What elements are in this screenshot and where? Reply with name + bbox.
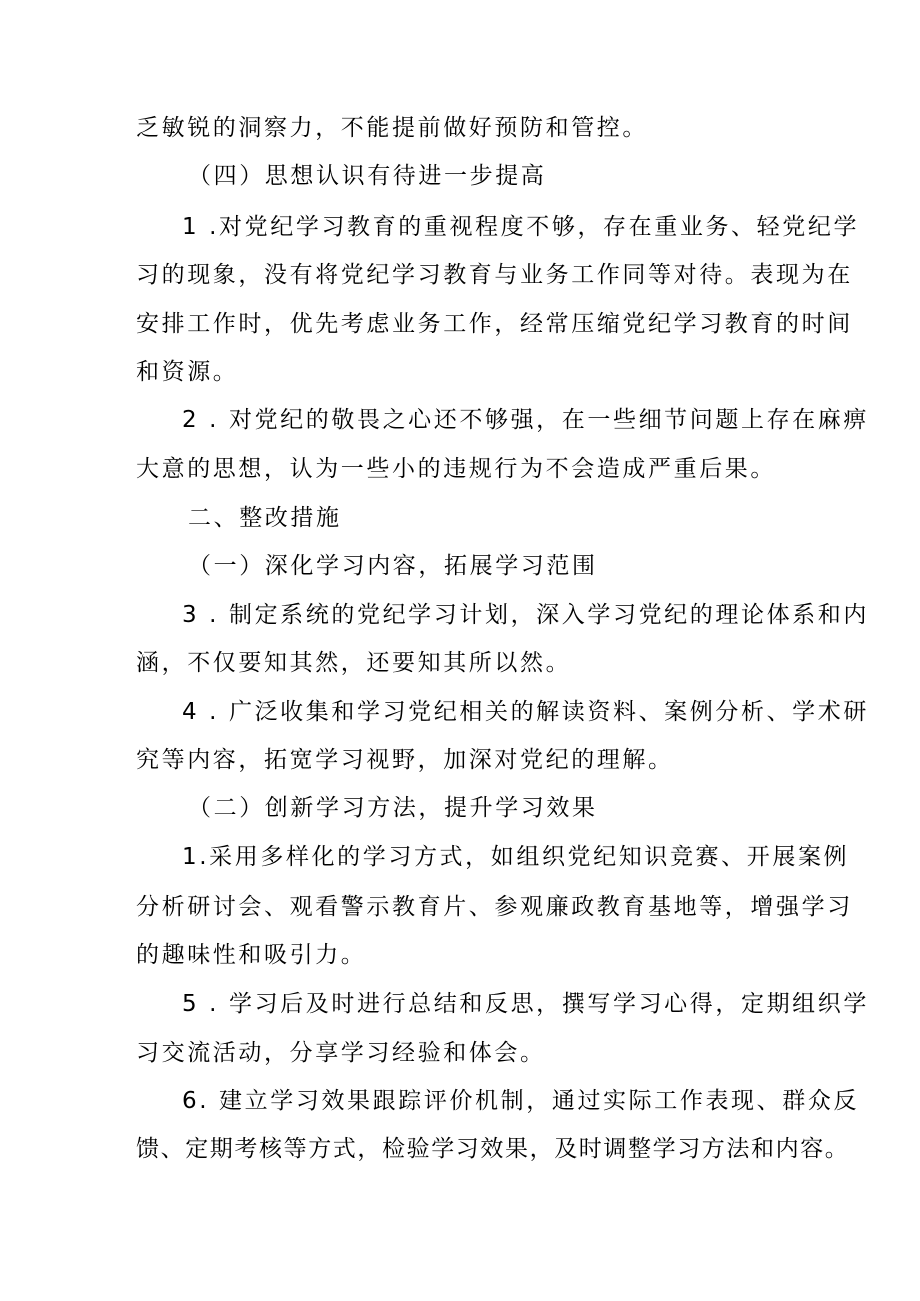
section-heading: （二）创新学习方法，提升学习效果 xyxy=(188,795,598,821)
text-line: 1.采用多样化的学习方式，如组织党纪知识竞赛、开展案例 xyxy=(182,844,850,870)
text-line: 习交流活动，分享学习经验和体会。 xyxy=(136,1040,546,1066)
text-line: 和资源。 xyxy=(136,359,239,385)
text-line: 涵，不仅要知其然，还要知其所以然。 xyxy=(136,650,572,676)
text-line: 分析研讨会、观看警示教育片、参观廉政教育基地等，增强学习 xyxy=(136,894,853,920)
text-line: 大意的思想，认为一些小的违规行为不会造成严重后果。 xyxy=(136,456,776,482)
section-heading: （一）深化学习内容，拓展学习范围 xyxy=(188,553,598,579)
text-line: 2 . 对党纪的敬畏之心还不够强，在一些细节问题上存在麻痹 xyxy=(182,407,869,433)
section-heading: 二、整改措施 xyxy=(188,505,342,531)
text-line: 4 . 广泛收集和学习党纪相关的解读资料、案例分析、学术研 xyxy=(182,699,869,725)
text-line: 馈、定期考核等方式，检验学习效果，及时调整学习方法和内容。 xyxy=(136,1136,850,1162)
text-line: 3 . 制定系统的党纪学习计划，深入学习党纪的理论体系和内 xyxy=(182,602,869,628)
text-line: 乏敏锐的洞察力，不能提前做好预防和管控。 xyxy=(136,115,648,141)
text-line: 5 . 学习后及时进行总结和反思，撰写学习心得，定期组织学 xyxy=(182,991,869,1017)
text-line: 究等内容，拓宽学习视野，加深对党纪的理解。 xyxy=(136,747,674,773)
text-line: 的趣味性和吸引力。 xyxy=(136,942,367,968)
text-line: 安排工作时，优先考虑业务工作，经常压缩党纪学习教育的时间 xyxy=(136,311,853,337)
text-line: 习的现象，没有将党纪学习教育与业务工作同等对待。表现为在 xyxy=(136,262,853,288)
text-line: 6. 建立学习效果跟踪评价机制，通过实际工作表现、群众反 xyxy=(182,1088,860,1114)
text-line: 1 .对党纪学习教育的重视程度不够，存在重业务、轻党纪学 xyxy=(182,214,860,240)
section-heading: （四）思想认识有待进一步提高 xyxy=(188,163,547,189)
